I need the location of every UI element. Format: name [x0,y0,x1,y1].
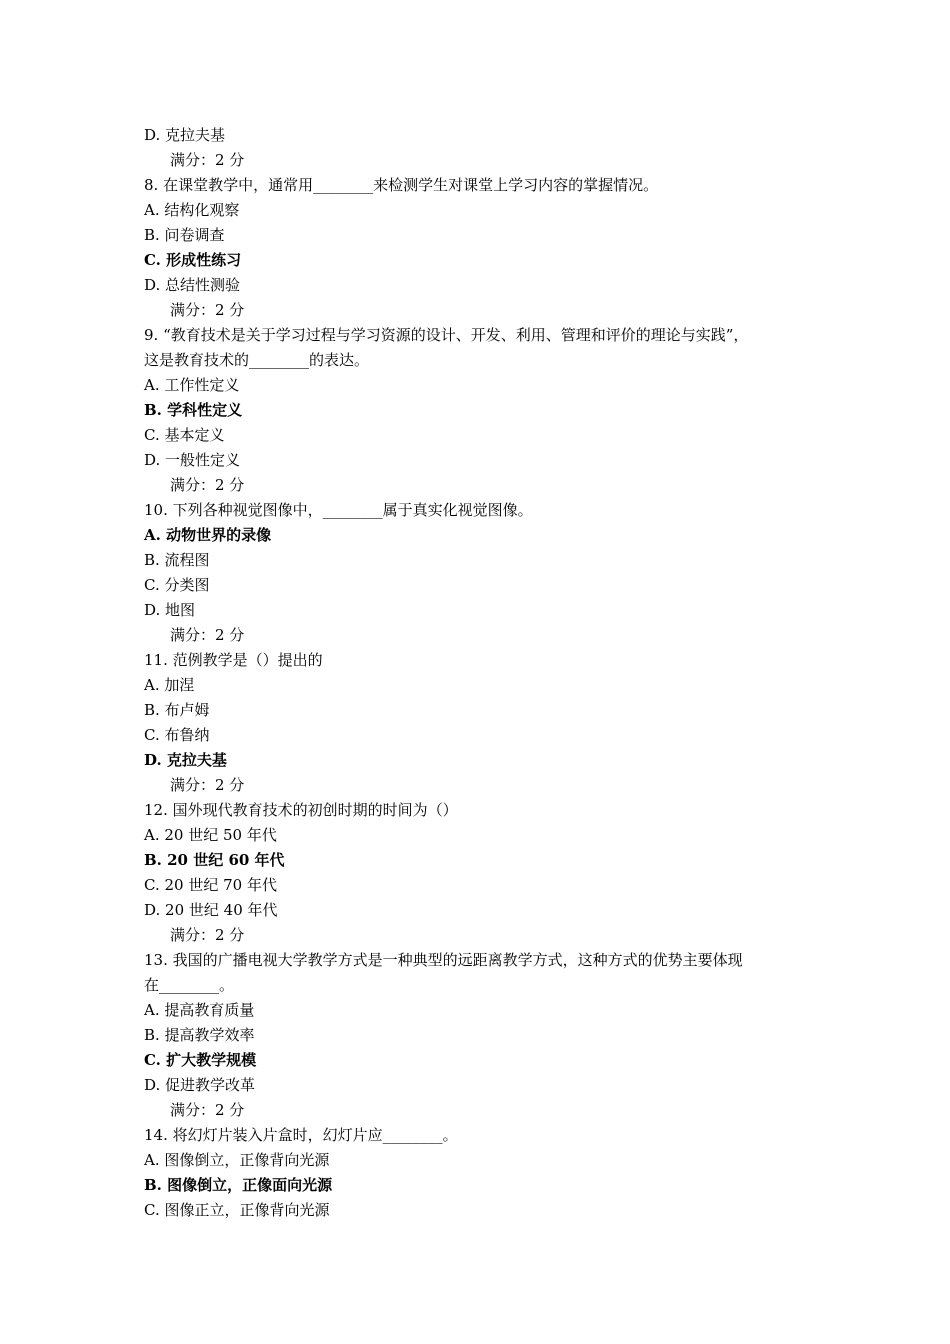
answer-option: D. 20 世纪 40 年代 [144,901,278,919]
document-page [144,123,824,1223]
question-text: 9. “教育技术是关于学习过程与学习资源的设计、开发、利用、管理和评价的理论与实践”， [144,326,749,344]
answer-option: D. 总结性测验 [144,276,241,294]
question-text: 这是教育技术的________的表达。 [144,351,370,369]
answer-option: A. 20 世纪 50 年代 [144,826,277,844]
score-line: 满分：2 分 [170,301,245,319]
answer-option-correct: D. 克拉夫基 [144,751,227,769]
question-text: 8. 在课堂教学中，通常用________来检测学生对课堂上学习内容的掌握情况。 [144,176,659,194]
answer-option-correct: B. 20 世纪 60 年代 [144,851,285,869]
answer-option: B. 布卢姆 [144,701,210,719]
answer-option: B. 流程图 [144,551,210,569]
answer-option-correct: B. 图像倒立，正像面向光源 [144,1176,333,1194]
question-text: 13. 我国的广播电视大学教学方式是一种典型的远距离教学方式，这种方式的优势主要体现 [144,951,743,969]
answer-option-correct: C. 扩大教学规模 [144,1051,257,1069]
question-text: 11. 范例教学是（）提出的 [144,651,323,669]
answer-option: A. 提高教育质量 [144,1001,255,1019]
question-text: 12. 国外现代教育技术的初创时期的时间为（） [144,801,458,819]
answer-option: C. 图像正立，正像背向光源 [144,1201,330,1219]
answer-option: D. 克拉夫基 [144,126,226,144]
answer-option: C. 20 世纪 70 年代 [144,876,277,894]
answer-option: D. 地图 [144,601,196,619]
score-line: 满分：2 分 [170,151,245,169]
answer-option: D. 促进教学改革 [144,1076,256,1094]
answer-option-correct: A. 动物世界的录像 [144,526,272,544]
answer-option: A. 工作性定义 [144,376,240,394]
answer-option: C. 分类图 [144,576,210,594]
answer-option: C. 基本定义 [144,426,225,444]
score-line: 满分：2 分 [170,626,245,644]
score-line: 满分：2 分 [170,776,245,794]
answer-option: B. 提高教学效率 [144,1026,255,1044]
answer-option: D. 一般性定义 [144,451,241,469]
question-text: 10. 下列各种视觉图像中，________属于真实化视觉图像。 [144,501,533,519]
score-line: 满分：2 分 [170,926,245,944]
question-text: 在________。 [144,976,235,994]
score-line: 满分：2 分 [170,476,245,494]
answer-option: A. 加涅 [144,676,195,694]
answer-option: A. 图像倒立，正像背向光源 [144,1151,330,1169]
answer-option: A. 结构化观察 [144,201,240,219]
answer-option-correct: B. 学科性定义 [144,401,243,419]
answer-option: C. 布鲁纳 [144,726,210,744]
answer-option: B. 问卷调查 [144,226,225,244]
score-line: 满分：2 分 [170,1101,245,1119]
answer-option-correct: C. 形成性练习 [144,251,242,269]
question-text: 14. 将幻灯片装入片盒时，幻灯片应________。 [144,1126,458,1144]
